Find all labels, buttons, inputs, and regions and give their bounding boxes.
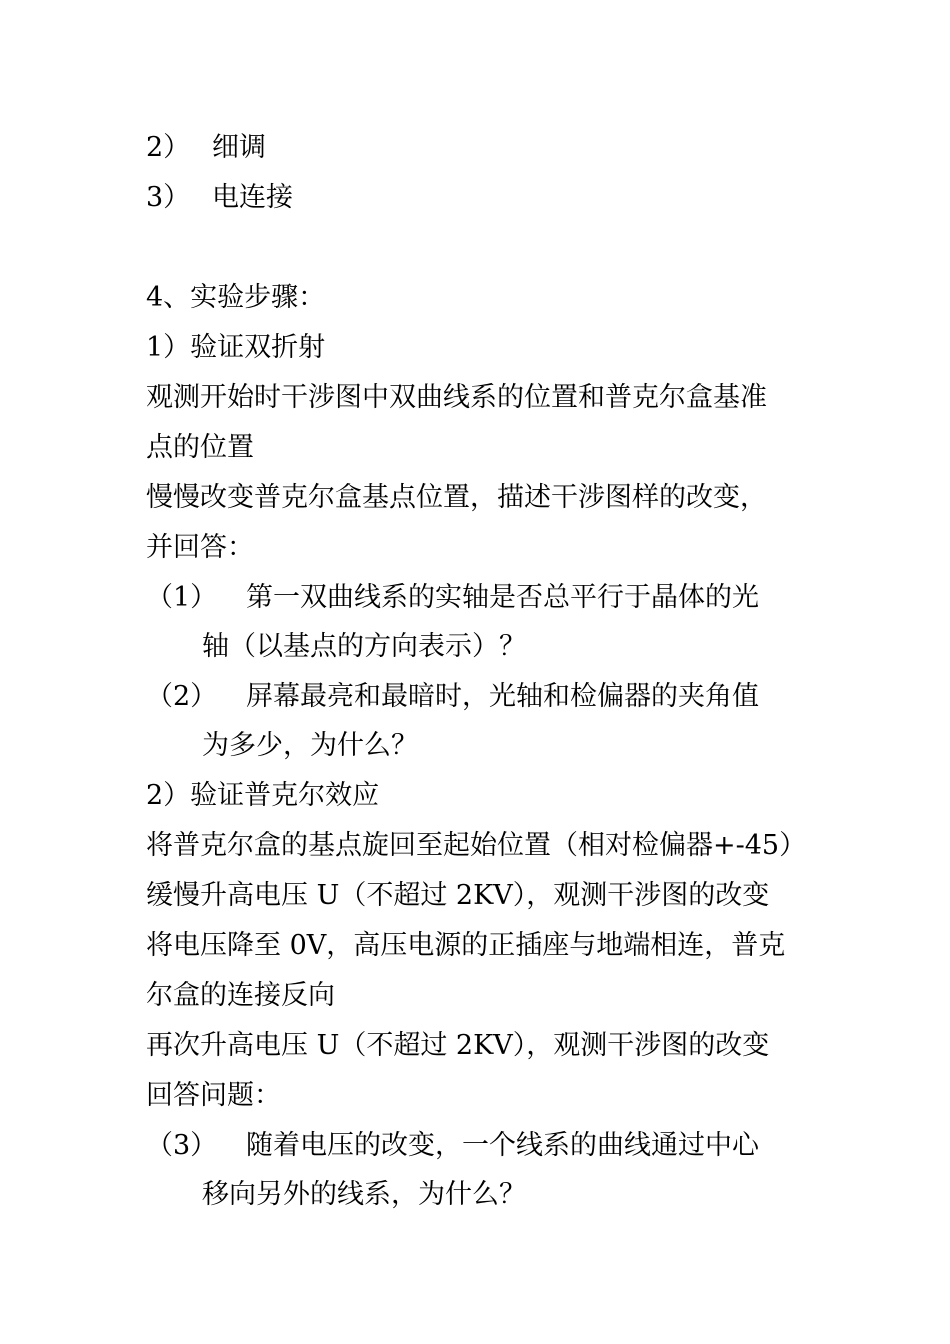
step-3-text: 电连接 — [212, 182, 293, 213]
part1-heading: 1）验证双折射 — [146, 332, 326, 363]
step-3-number: 3） — [146, 182, 191, 213]
question-2-line1: 屏幕最亮和最暗时，光轴和检偏器的夹角值 — [246, 681, 759, 712]
part2-line1: 将普克尔盒的基点旋回至起始位置（相对检偏器+-45） — [146, 830, 807, 861]
section-title: 4、实验步骤： — [146, 282, 326, 313]
question-3-line1: 随着电压的改变，一个线系的曲线通过中心 — [246, 1130, 759, 1161]
part1-para1-line2: 点的位置 — [146, 432, 254, 463]
part2-line6: 回答问题： — [146, 1080, 281, 1111]
part2-line5: 再次升高电压 U（不超过 2KV），观测干涉图的改变 — [146, 1030, 770, 1061]
part2-line3: 将电压降至 0V，高压电源的正插座与地端相连，普克 — [146, 930, 786, 961]
part2-line4: 尔盒的连接反向 — [146, 980, 335, 1011]
part1-para2-line2: 并回答： — [146, 532, 254, 563]
step-2-text: 细调 — [212, 132, 266, 163]
part2-line2: 缓慢升高电压 U（不超过 2KV），观测干涉图的改变 — [146, 880, 770, 911]
question-2-number: （2） — [146, 681, 218, 712]
question-1-line2: 轴（以基点的方向表示）？ — [202, 631, 526, 662]
part1-para1-line1: 观测开始时干涉图中双曲线系的位置和普克尔盒基准 — [146, 382, 767, 413]
step-2-number: 2） — [146, 132, 191, 163]
question-2-line2: 为多少，为什么？ — [202, 730, 418, 761]
question-1-line1: 第一双曲线系的实轴是否总平行于晶体的光 — [246, 582, 759, 613]
part2-heading: 2）验证普克尔效应 — [146, 780, 380, 811]
question-1-number: （1） — [146, 582, 218, 613]
question-3-line2: 移向另外的线系，为什么？ — [202, 1179, 526, 1210]
part1-para2-line1: 慢慢改变普克尔盒基点位置，描述干涉图样的改变， — [146, 482, 767, 513]
question-3-number: （3） — [146, 1130, 218, 1161]
